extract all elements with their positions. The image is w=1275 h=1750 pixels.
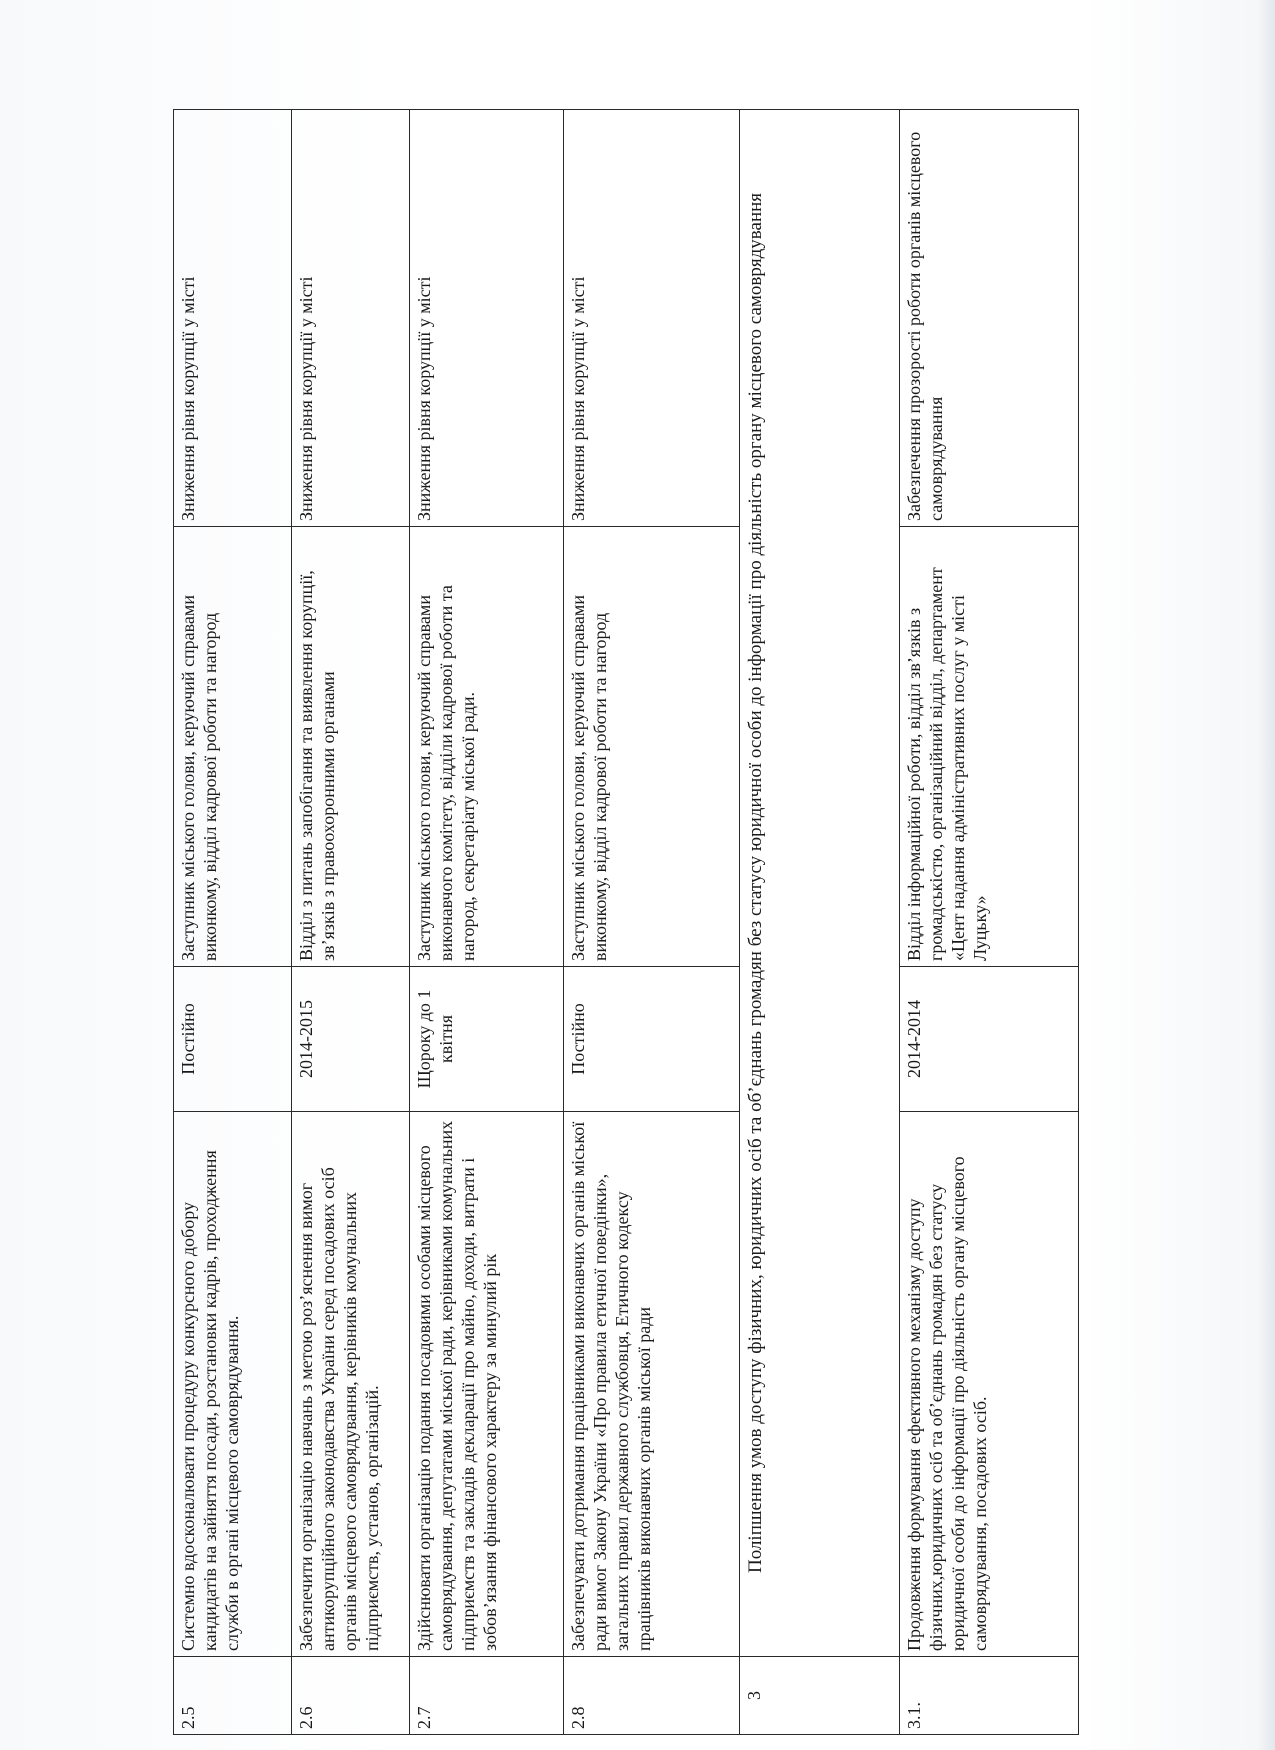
table-row bbox=[292, 110, 410, 1735]
section-number: 3 bbox=[740, 1657, 900, 1735]
row-number: 2.6 bbox=[292, 1657, 410, 1735]
task-cell: Продовження формування ефективного механізму доступу фізичних,юридичних осіб та об’єднань громадян без статусу юридичної особи до інформації про діяльність органу місцевого самоврядування, посадових осіб. bbox=[900, 1112, 1079, 1657]
responsible-cell: Відділ з питань запобігання та виявлення корупції, зв’язків з правоохоронними органами bbox=[292, 527, 410, 967]
responsible-cell: Заступник міського голови, керуючий справами виконавчого комітету, відділи кадрової роботи та нагород, секретаріату міської ради. bbox=[410, 527, 564, 967]
task-cell: Забезпечувати дотримання працівниками виконавчих органів міської ради вимог Закону України «Про правила етичної поведінки», загальних правил державного службовця, Етичного кодексу працівників виконавчих органів міської ради bbox=[564, 1112, 740, 1657]
task-cell: Здійснювати організацію подання посадовими особами місцевого самоврядування, депутатами міської ради, керівниками комунальних підприємств та закладів декларації про майно, доходи, витрати і зобов’язання фінансового характеру за минулий рік bbox=[410, 1112, 564, 1657]
row-number: 2.7 bbox=[410, 1657, 564, 1735]
row-number: 2.5 bbox=[174, 1657, 292, 1735]
row-number: 2.8 bbox=[564, 1657, 740, 1735]
scan-edge-shadow bbox=[1257, 0, 1275, 1750]
responsible-cell: Заступник міського голови, керуючий справами виконкому, відділ кадрової роботи та нагород bbox=[174, 527, 292, 967]
section-header-row bbox=[740, 110, 900, 1735]
section-title: Поліпшення умов доступу фізичних, юридичних осіб та об’єднань громадян без статусу юридичної особи до інформації про діяльність органу місцевого самоврядування bbox=[740, 110, 900, 1657]
result-cell: Зниження рівня корупції у місті bbox=[564, 110, 740, 527]
table-row bbox=[900, 110, 1079, 1735]
task-cell: Забезпечити організацію навчань з метою роз’яснення вимог антикорупційного законодавства України серед посадових осіб органів місцевого самоврядування, керівників комунальних підприємств, установ, організацій. bbox=[292, 1112, 410, 1657]
responsible-cell: Заступник міського голови, керуючий справами виконкому, відділ кадрової роботи та нагород bbox=[564, 527, 740, 967]
measures-table bbox=[173, 109, 1079, 1735]
table-row bbox=[410, 110, 564, 1735]
result-cell: Зниження рівня корупції у місті bbox=[174, 110, 292, 527]
term-cell: 2014-2015 bbox=[292, 967, 410, 1112]
rotated-table-wrapper bbox=[173, 110, 1078, 1735]
responsible-cell: Відділ інформаційної роботи, відділ зв’язків з громадськістю, організаційний відділ, департамент «Цент надання адміністративних послуг у місті Луцьку» bbox=[900, 527, 1079, 967]
term-cell: Щороку до 1 квітня bbox=[410, 967, 564, 1112]
result-cell: Зниження рівня корупції у місті bbox=[410, 110, 564, 527]
term-cell: 2014-2014 bbox=[900, 967, 1079, 1112]
result-cell: Забезпечення прозорості роботи органів місцевого самоврядування bbox=[900, 110, 1079, 527]
result-cell: Зниження рівня корупції у місті bbox=[292, 110, 410, 527]
table-row bbox=[174, 110, 292, 1735]
table-row bbox=[564, 110, 740, 1735]
term-cell: Постійно bbox=[174, 967, 292, 1112]
task-cell: Системно вдосконалювати процедуру конкурсного добору кандидатів на зайняття посади, розстановки кадрів, проходження служби в органі місцевого самоврядування. bbox=[174, 1112, 292, 1657]
term-cell: Постійно bbox=[564, 967, 740, 1112]
row-number: 3.1. bbox=[900, 1657, 1079, 1735]
